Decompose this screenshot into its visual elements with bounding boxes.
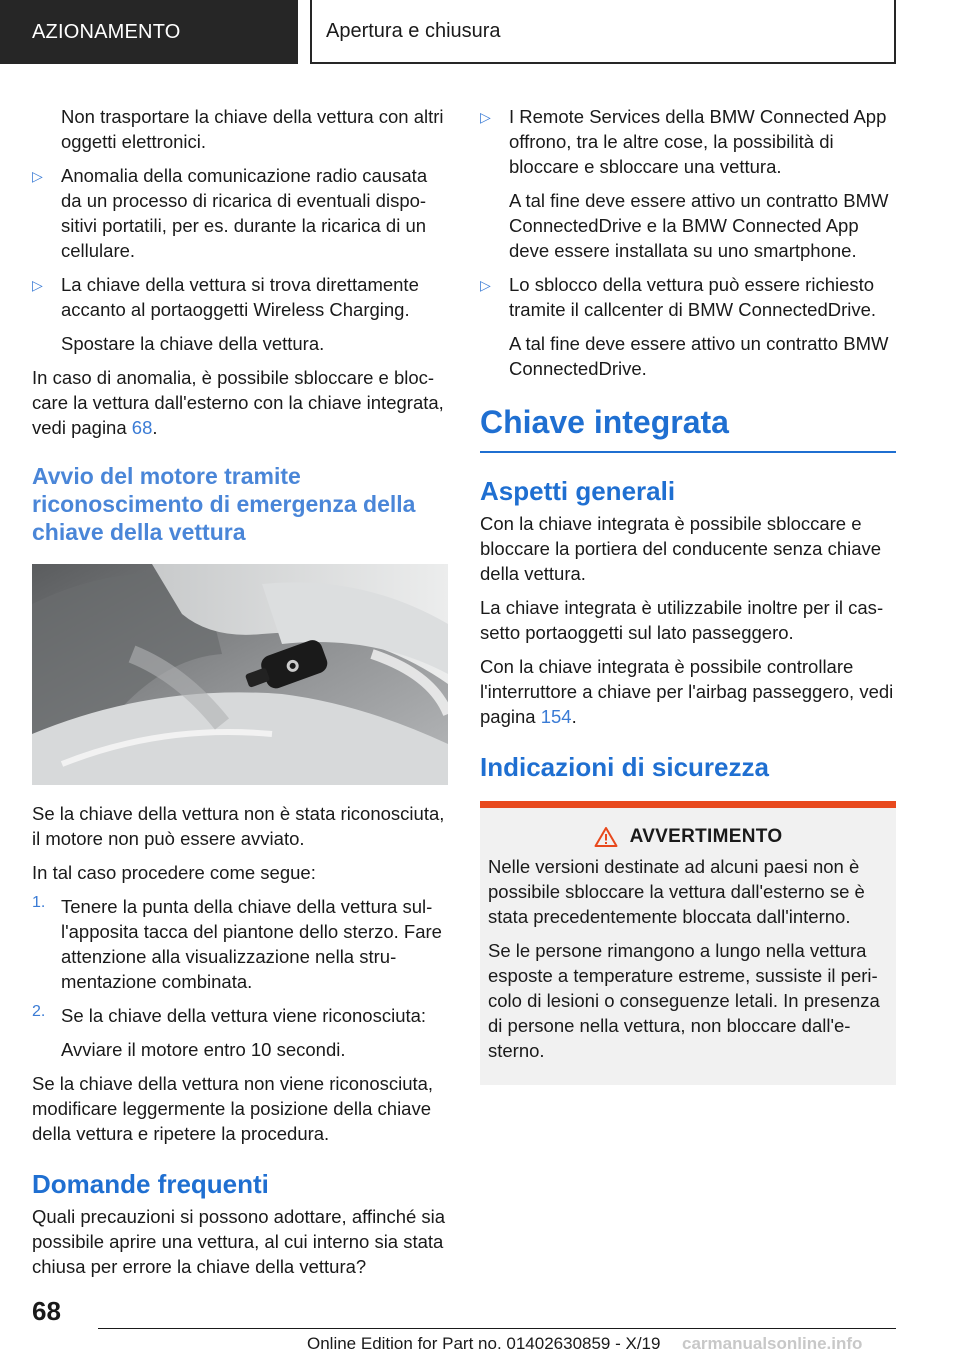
warning-paragraph: Nelle versioni destinate ad alcuni paesi non è possibile sbloccare la vettura dall'esterno se è stata precedentemente bloccata dall'interno.	[488, 856, 865, 927]
faq-paragraph: Quali precauzioni si possono adottare, affinché sia possibile aprire una vettura, al cui interno sia stata chiusa per errore la chiave della vettura?	[32, 1206, 446, 1277]
integrated-key-heading: Chiave integrata	[480, 404, 729, 440]
list-item	[480, 104, 896, 179]
step-text: Tenere la punta della chiave della vettura sull'apposita tacca del piantone dello sterzo. Fare attenzione alla visualizzazione nella strumentazione combinata.	[61, 896, 442, 992]
warning-paragraph: Se le persone rimangono a lungo nella vettura esposte a temperature estreme, sussiste il pericolo di lesioni o conseguenze letali. In presenza di persone nella vettura, non bloccare dall'esterno.	[488, 940, 880, 1061]
callcenter-text: Lo sblocco della vettura può essere richiesto tramite il callcenter di BMW ConnectedDrive.	[509, 274, 877, 320]
list-item	[32, 272, 448, 322]
carry-paragraph: Non trasportare la chiave della vettura con altri oggetti elettronici.	[61, 106, 444, 152]
list-item	[32, 163, 448, 263]
procedure-paragraph: In tal caso procedere come segue:	[32, 862, 316, 883]
contract-paragraph: A tal fine deve essere attivo un contratto BMW ConnectedDrive.	[509, 333, 889, 379]
general-heading: Aspetti generali	[480, 476, 676, 506]
warning-box	[480, 801, 896, 1085]
list-item	[32, 894, 448, 994]
retry-paragraph: Se la chiave della vettura non viene riconosciuta, modificare leggermente la posizione della chiave della vettura e ripetere la procedura.	[32, 1073, 434, 1144]
triangle-bullet-icon: ▷	[32, 168, 43, 184]
step-text: Se la chiave della vettura viene riconosciuta:	[61, 1005, 427, 1026]
contract-paragraph: A tal fine deve essere attivo un contratto BMW ConnectedDrive e la BMW Connected App deve essere installata su uno smartphone.	[509, 190, 889, 261]
edition-note: Online Edition for Part no. 01402630859 - X/19	[307, 1334, 661, 1353]
emergency-start-heading: Avvio del motore tramite riconoscimento di emergenza della chiave della vettura	[32, 463, 416, 545]
faq-heading: Domande frequenti	[32, 1169, 269, 1199]
chapter-title: Apertura e chiusura	[326, 20, 501, 42]
radio-anomaly-text: Anomalia della comunicazione radio causata da un processo di ricarica di eventuali dispositivi portatili, per es. durante la ricarica di un cellulare.	[61, 165, 428, 261]
heading-rule	[480, 451, 896, 453]
page-header	[0, 0, 960, 66]
general-paragraph: La chiave integrata è utilizzabile inoltre per il cassetto portaoggetti sul lato passeggero.	[480, 597, 884, 643]
not-recognized-paragraph: Se la chiave della vettura non è stata riconosciuta, il motore non può essere avviato.	[32, 803, 445, 849]
step-number: 1.	[32, 894, 46, 911]
right-column	[480, 104, 896, 1085]
watermark: carmanualsonline.info	[682, 1334, 863, 1353]
warning-triangle-icon	[594, 826, 618, 848]
remote-services-text: I Remote Services della BMW Connected App offrono, tra le altre cose, la possibilità di bloccare e sbloccare una vettura.	[509, 106, 887, 177]
list-item	[32, 1003, 448, 1028]
page-number: 68	[32, 1296, 61, 1326]
triangle-bullet-icon: ▷	[480, 277, 491, 293]
warning-title: AVVERTIMENTO	[488, 826, 888, 848]
chapter-tab	[310, 0, 896, 64]
section-tab: AZIONAMENTO	[0, 0, 298, 64]
triangle-bullet-icon: ▷	[480, 109, 491, 125]
left-column	[32, 104, 448, 1288]
move-key-paragraph: Spostare la chiave della vettura.	[61, 333, 325, 354]
step-number: 2.	[32, 1003, 46, 1020]
wireless-text: La chiave della vettura si trova direttamente accanto al portaoggetti Wireless Charging.	[61, 274, 419, 320]
footer-rule	[98, 1328, 896, 1329]
page-link[interactable]: 154	[540, 706, 572, 727]
page-link[interactable]: 68	[131, 417, 153, 438]
list-item	[480, 272, 896, 322]
general-paragraph: Con la chiave integrata è possibile controllare l'interruttore a chiave per l'airbag passeggero, vedi pagina 154.	[480, 656, 894, 727]
safety-heading: Indicazioni di sicurezza	[480, 752, 769, 782]
step-sub-text: Avviare il motore entro 10 secondi.	[61, 1039, 346, 1060]
general-paragraph: Con la chiave integrata è possibile sbloccare e bloccare la portiera del conducente senza chiave della vettura.	[480, 513, 882, 584]
triangle-bullet-icon: ▷	[32, 277, 43, 293]
steering-column-key-photo	[32, 564, 448, 785]
anomaly-paragraph: In caso di anomalia, è possibile sbloccare e bloccare la vettura dall'esterno con la chiave integrata, vedi pagina 68.	[32, 367, 444, 438]
